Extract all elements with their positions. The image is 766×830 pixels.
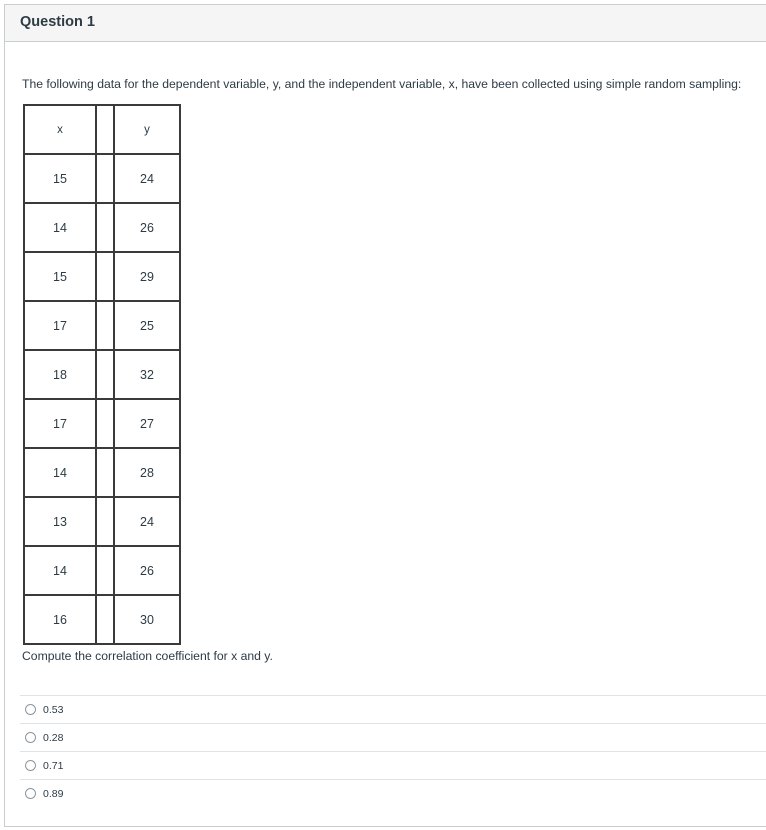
radio-button[interactable] xyxy=(25,760,36,771)
table-row xyxy=(24,252,180,301)
spacer-cell xyxy=(96,595,114,644)
spacer-cell xyxy=(96,301,114,350)
table-row xyxy=(24,595,180,644)
answer-option[interactable] xyxy=(20,723,766,751)
y-cell: 24 xyxy=(114,497,180,546)
y-cell: 26 xyxy=(114,203,180,252)
x-cell: 14 xyxy=(24,203,96,252)
x-cell: 18 xyxy=(24,350,96,399)
y-cell: 27 xyxy=(114,399,180,448)
question-title: Question 1 xyxy=(20,14,95,30)
x-cell: 15 xyxy=(24,154,96,203)
question-prompt: The following data for the dependent variable, y, and the independent variable, x, have been collected using simple random sampling: xyxy=(22,77,742,91)
table-row xyxy=(24,399,180,448)
spacer-cell xyxy=(96,154,114,203)
y-cell: 32 xyxy=(114,350,180,399)
table-row xyxy=(24,350,180,399)
table-row xyxy=(24,497,180,546)
answer-label[interactable]: 0.71 xyxy=(43,759,64,772)
column-header-x: x xyxy=(24,105,96,154)
x-cell: 16 xyxy=(24,595,96,644)
table-row xyxy=(24,546,180,595)
spacer-cell xyxy=(96,399,114,448)
x-cell: 17 xyxy=(24,399,96,448)
radio-button[interactable] xyxy=(25,704,36,715)
y-cell: 24 xyxy=(114,154,180,203)
question-card xyxy=(4,4,766,827)
table-row xyxy=(24,154,180,203)
y-cell: 28 xyxy=(114,448,180,497)
x-cell: 13 xyxy=(24,497,96,546)
y-cell: 26 xyxy=(114,546,180,595)
answer-label[interactable]: 0.53 xyxy=(43,703,64,716)
y-cell: 30 xyxy=(114,595,180,644)
spacer-cell xyxy=(96,497,114,546)
table-row xyxy=(24,203,180,252)
radio-button[interactable] xyxy=(25,788,36,799)
spacer-cell xyxy=(96,448,114,497)
answer-list xyxy=(20,695,766,807)
question-header xyxy=(5,5,766,42)
answer-option[interactable] xyxy=(20,751,766,779)
answer-option[interactable] xyxy=(20,695,766,723)
answer-label[interactable]: 0.89 xyxy=(43,787,64,800)
table-row xyxy=(24,301,180,350)
table-row xyxy=(24,448,180,497)
x-cell: 14 xyxy=(24,448,96,497)
answer-option[interactable] xyxy=(20,779,766,807)
x-cell: 17 xyxy=(24,301,96,350)
question-ask: Compute the correlation coefficient for x and y. xyxy=(22,649,273,663)
table-header-row xyxy=(24,105,180,154)
x-cell: 15 xyxy=(24,252,96,301)
spacer-cell xyxy=(96,203,114,252)
spacer-cell xyxy=(96,252,114,301)
y-cell: 29 xyxy=(114,252,180,301)
radio-button[interactable] xyxy=(25,732,36,743)
spacer-cell xyxy=(96,350,114,399)
spacer-cell xyxy=(96,105,114,154)
answer-label[interactable]: 0.28 xyxy=(43,731,64,744)
spacer-cell xyxy=(96,546,114,595)
data-table xyxy=(23,104,181,645)
column-header-y: y xyxy=(114,105,180,154)
x-cell: 14 xyxy=(24,546,96,595)
y-cell: 25 xyxy=(114,301,180,350)
